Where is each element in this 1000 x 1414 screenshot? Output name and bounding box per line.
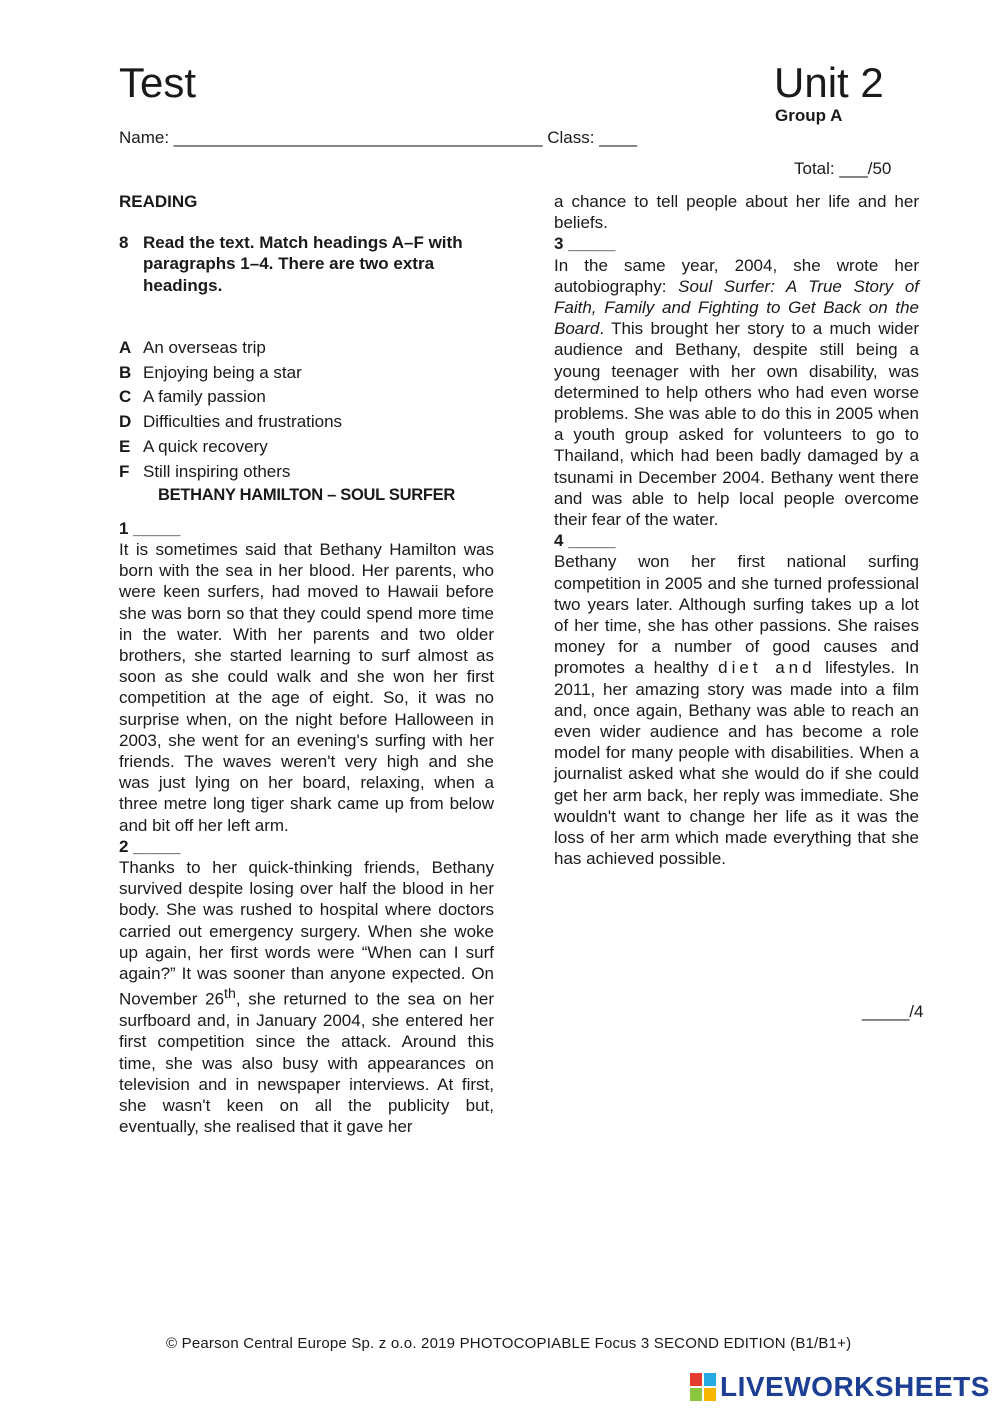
heading-item bbox=[119, 460, 494, 485]
heading-letter: A bbox=[119, 337, 132, 357]
logo-square-blue bbox=[704, 1373, 716, 1386]
exercise-score: _____/4 bbox=[862, 1002, 924, 1021]
logo-icon bbox=[690, 1373, 716, 1401]
paragraph-4-part-b: lifestyles. In 2011, her amazing story was made into a film and, once again, Bethany was able to reach an even wider audience and has become a role model for many people with disabilities. When a journalist asked what she would do if she could get her arm back, her reply was immediate. She wouldn't want to change her life as it was the loss of her arm which made everything that she has achieved possible. bbox=[554, 658, 919, 869]
book-title: Soul Surfer: A True Story of Faith, Family and Fighting to Get Back on the Board bbox=[554, 276, 919, 339]
heading-item bbox=[119, 435, 494, 460]
paragraph-2-continued: a chance to tell people about her life and her beliefs. bbox=[554, 192, 919, 233]
logo-square-green bbox=[690, 1388, 702, 1401]
logo-square-red bbox=[690, 1373, 702, 1386]
paragraph-3-answer[interactable]: 3 _____ bbox=[554, 234, 616, 254]
task-text: Read the text. Match headings A–F with paragraphs 1–4. There are two extra headings. bbox=[143, 233, 463, 295]
liveworksheets-logo bbox=[690, 1371, 990, 1403]
paragraph-4-text bbox=[554, 551, 919, 869]
heading-letter: C bbox=[119, 387, 132, 407]
group-label: Group A bbox=[775, 106, 843, 125]
heading-item bbox=[119, 361, 494, 386]
test-title: Test bbox=[119, 59, 197, 106]
heading-text: Enjoying being a star bbox=[143, 362, 302, 382]
paragraph-2-part-b: , she returned to the sea on her surfboard and, in January 2004, she entered her first competition since the attack. Around this time, she was also busy with appearances on television and in newspaper interviews. At first, she wasn't keen on all the publicity but, eventually, she realised that it gave her bbox=[119, 989, 494, 1137]
paragraph-3-part-b: . This brought her story to a much wider audience and Bethany, despite still being a young teenager with her own disability, was determined to help others who had even worse problems. She was able to do this in 2005 when a youth group asked for volunteers to go to Thailand, which had been badly damaged by a tsunami in December 2004. Bethany went there and was able to help local people overcome their fear of the water. bbox=[554, 319, 919, 530]
paragraph-2-superscript: th bbox=[224, 986, 236, 1003]
heading-text: Still inspiring others bbox=[143, 461, 291, 481]
heading-letter: F bbox=[119, 461, 130, 481]
paragraph-2-answer[interactable]: 2 _____ bbox=[119, 836, 181, 856]
heading-item bbox=[119, 336, 494, 361]
logo-text: LIVEWORKSHEETS bbox=[720, 1371, 990, 1402]
heading-item bbox=[119, 385, 494, 410]
paragraph-3-text bbox=[554, 255, 919, 531]
paragraph-1-answer[interactable]: 1 _____ bbox=[119, 518, 181, 538]
paragraph-2-part-a: Thanks to her quick-thinking friends, Bethany survived despite losing over half the blood in her body. She was rushed to hospital where doctors carried out emergency surgery. When she woke up again, her first words were “When can I surf again?” It was sooner than anyone expected. On November 26 bbox=[119, 858, 494, 1009]
paragraph-3-part-a: In the same year, 2004, she wrote her autobiography: bbox=[554, 255, 919, 296]
total-score: Total: ___/50 bbox=[794, 159, 892, 178]
heading-text: An overseas trip bbox=[143, 337, 266, 357]
heading-item bbox=[119, 410, 494, 435]
headings-list bbox=[119, 336, 494, 485]
logo-square-yellow bbox=[704, 1388, 716, 1401]
task-instruction bbox=[119, 232, 494, 296]
paragraph-4-spaced: diet and bbox=[718, 658, 816, 678]
unit-title: Unit 2 bbox=[774, 59, 884, 106]
paragraph-1-text: It is sometimes said that Bethany Hamilton was born with the sea in her blood. Her parents, who were keen surfers, had moved to Hawaii before she was born so that they could spend more time in the water. With her parents and two older brothers, she started learning to surf almost as soon as she could walk and she won her first competition at the age of eight. So, it was no surprise when, on the night before Halloween in 2003, she went for an evening's surfing with her friends. The waves weren't very high and she was just lying on her board, relaxing, when a three metre long tiger shark came up from below and bit off her left arm. bbox=[119, 540, 494, 835]
right-column bbox=[554, 191, 919, 870]
paragraph-4-part-a: Bethany won her first national surfing competition in 2005 and she turned professional two years later. Although surfing takes up a lot of her time, she has other passions. She raises money for a number of good causes and promotes a healthy bbox=[554, 552, 919, 678]
heading-text: A family passion bbox=[143, 387, 266, 407]
task-number: 8 bbox=[119, 233, 129, 253]
section-heading: READING bbox=[119, 192, 198, 211]
heading-text: Difficulties and frustrations bbox=[143, 412, 343, 432]
heading-letter: B bbox=[119, 362, 132, 382]
paragraph-4-answer[interactable]: 4 _____ bbox=[554, 531, 616, 551]
heading-letter: E bbox=[119, 437, 131, 456]
paragraph-2-text bbox=[119, 857, 494, 1137]
heading-text: A quick recovery bbox=[143, 437, 268, 456]
name-class-line: Name: _______________________________________ Class: ____ bbox=[119, 128, 638, 147]
article-title: BETHANY HAMILTON – SOUL SURFER bbox=[158, 485, 455, 504]
left-column bbox=[119, 191, 494, 1137]
heading-letter: D bbox=[119, 412, 132, 432]
copyright-footer: © Pearson Central Europe Sp. z o.o. 2019 PHOTOCOPIABLE Focus 3 SECOND EDITION (B1/B1+) bbox=[166, 1335, 852, 1352]
